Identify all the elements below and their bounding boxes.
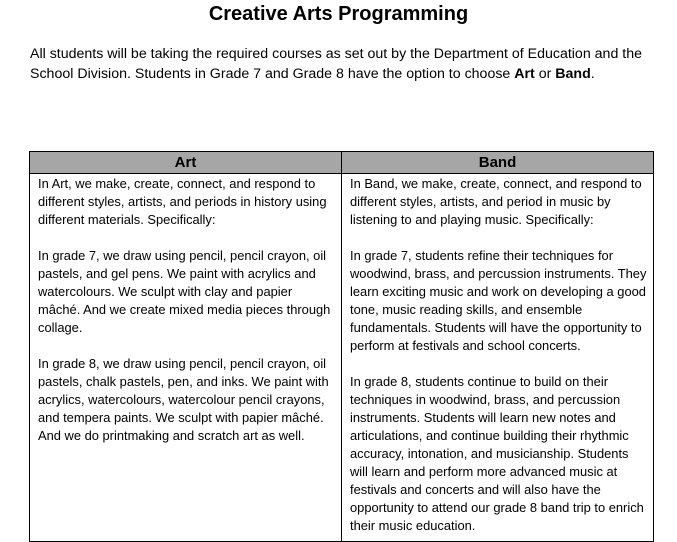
art-grade8-paragraph: In grade 8, we draw using pencil, pencil crayon, oil pastels, chalk pastels, pen, and inks. We paint with acrylics, watercolours, watercolour pencil crayons, and tempera paints. We sculpt with papier mâché. And we do printmaking and scratch art as well. [38,356,329,443]
art-intro-paragraph: In Art, we make, create, connect, and respond to different styles, artists, and periods in history using different materials. Specifically: [38,176,327,227]
intro-option-band: Band [555,66,591,82]
art-grade7-paragraph: In grade 7, we draw using pencil, pencil crayon, oil pastels, and gel pens. We paint with acrylics and watercolours. We sculpt with clay and papier mâché. And we create mixed media pieces through collage. [38,248,331,335]
intro-option-art: Art [514,66,535,82]
table-header-row [30,152,654,174]
band-intro-paragraph: In Band, we make, create, connect, and respond to different styles, artists, and period in music by listening to and playing music. Specifically: [350,176,642,227]
art-description-cell [30,174,342,542]
page-title: Creative Arts Programming [208,3,469,25]
band-grade7-paragraph: In grade 7, students refine their techniques for woodwind, brass, and percussion instruments. They learn exciting music and work on developing a good tone, music reading skills, and ensemble fundamentals. Students will have the opportunity to perform at festivals and school concerts. [350,248,647,353]
intro-text: All students will be taking the required courses as set out by the Department of Education and the School Division. Students in Grade 7 and Grade 8 have the option to choose [30,46,642,82]
table-row [30,174,654,542]
band-column-header: Band [342,152,654,174]
art-column-header: Art [30,152,342,174]
band-grade8-paragraph: In grade 8, students continue to build on their techniques in woodwind, brass, and percussion instruments. Students will learn new notes and articulations, and continue building their rhythmic accuracy, intonation, and musicianship. Students will learn and perform more advanced music at festivals and concerts and will also have the opportunity to attend our grade 8 band trip to enrich their music education. [350,374,644,533]
intro-end: . [590,66,595,82]
programs-table [29,151,654,542]
band-description-cell [342,174,654,542]
intro-paragraph [30,44,655,84]
intro-connector: or [534,66,556,82]
